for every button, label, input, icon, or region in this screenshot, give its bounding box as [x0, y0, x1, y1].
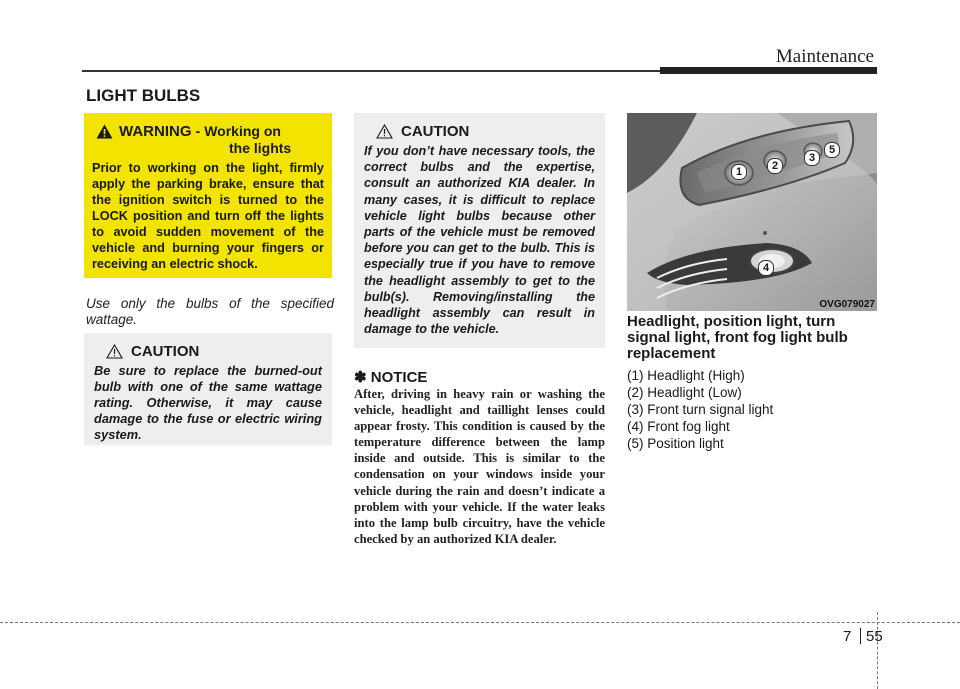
header-section-title: Maintenance — [775, 46, 874, 67]
warning-subtitle-2: the lights — [229, 140, 292, 156]
callout-1: 1 — [731, 164, 747, 180]
notice-label: NOTICE — [370, 369, 428, 386]
footer-margin-line — [877, 612, 878, 689]
warning-box — [84, 113, 332, 278]
figure-code: OVG079027 — [819, 299, 875, 310]
callout-5: 5 — [824, 142, 840, 158]
headlight-illustration — [627, 113, 877, 311]
caution-triangle-icon — [106, 344, 123, 359]
caution-box-tools — [354, 113, 605, 348]
caution-header — [106, 343, 322, 360]
footer-divider — [0, 622, 960, 623]
callout-3: 3 — [804, 150, 820, 166]
page-title: LIGHT BULBS — [86, 86, 201, 105]
notice-star-icon: ✽ — [354, 369, 367, 386]
notice-title — [354, 368, 427, 386]
caution-box-fuse — [84, 333, 332, 445]
page-number-divider — [860, 628, 861, 644]
callout-2: 2 — [767, 158, 783, 174]
warning-label: WARNING — [119, 123, 192, 140]
caution-text: Be sure to replace the burned-out bulb with one of the same wattage rating. Otherwise, it may cause damage to the fuse or electric wiring system. — [94, 363, 322, 442]
warning-header — [96, 123, 324, 157]
headlight-photo — [627, 113, 877, 311]
notice-text: After, driving in heavy rain or washing the vehicle, headlight and taillight lenses could appear frosty. This condition is caused by the temperature difference between the lamp inside and outside. This is similar to the condensation on your windows inside your vehicle during the rain and doesn’t indicate a problem with your vehicle. If the water leaks into the lamp bulb circuitry, have the vehicle checked by an authorized KIA dealer. — [354, 387, 605, 546]
callout-4: 4 — [758, 260, 774, 276]
warning-text: Prior to working on the light, firmly apply the parking brake, ensure that the ignition switch is turned to the LOCK position and turn off the lights to avoid sudden movement of the vehicle and burning your fingers or receiving an electric shock. — [92, 161, 324, 271]
caution-triangle-icon — [376, 124, 393, 139]
warning-subtitle-1: - Working on — [195, 123, 281, 139]
page-number: 55 — [866, 628, 883, 645]
chapter-number: 7 — [843, 628, 852, 645]
list-item: (4) Front fog light — [627, 419, 730, 434]
header-rule — [82, 70, 660, 72]
list-item: (3) Front turn signal light — [627, 402, 774, 417]
list-item: (5) Position light — [627, 436, 724, 451]
list-item: (1) Headlight (High) — [627, 368, 745, 383]
list-item: (2) Headlight (Low) — [627, 385, 742, 400]
warning-triangle-icon — [96, 124, 113, 139]
header-rule-thick — [660, 67, 877, 74]
intro-note: Use only the bulbs of the specified wattage. — [86, 296, 334, 327]
headlight-section-title: Headlight, position light, turn signal light, front fog light bulb replacement — [627, 313, 848, 362]
caution-header — [376, 123, 595, 140]
caution-label: CAUTION — [401, 123, 470, 140]
bulb-list — [627, 367, 773, 452]
caution-label: CAUTION — [131, 343, 200, 360]
caution-text: If you don’t have necessary tools, the correct bulbs and the expertise, consult an authorized KIA dealer. In many cases, it is difficult to replace vehicle light bulbs because other parts of the vehicle must be removed before you can get to the bulb. This is especially true if you have to remove the headlight assembly to get to the bulb(s). Removing/installing the headlight assembly can result in damage to the vehicle. — [364, 144, 595, 337]
